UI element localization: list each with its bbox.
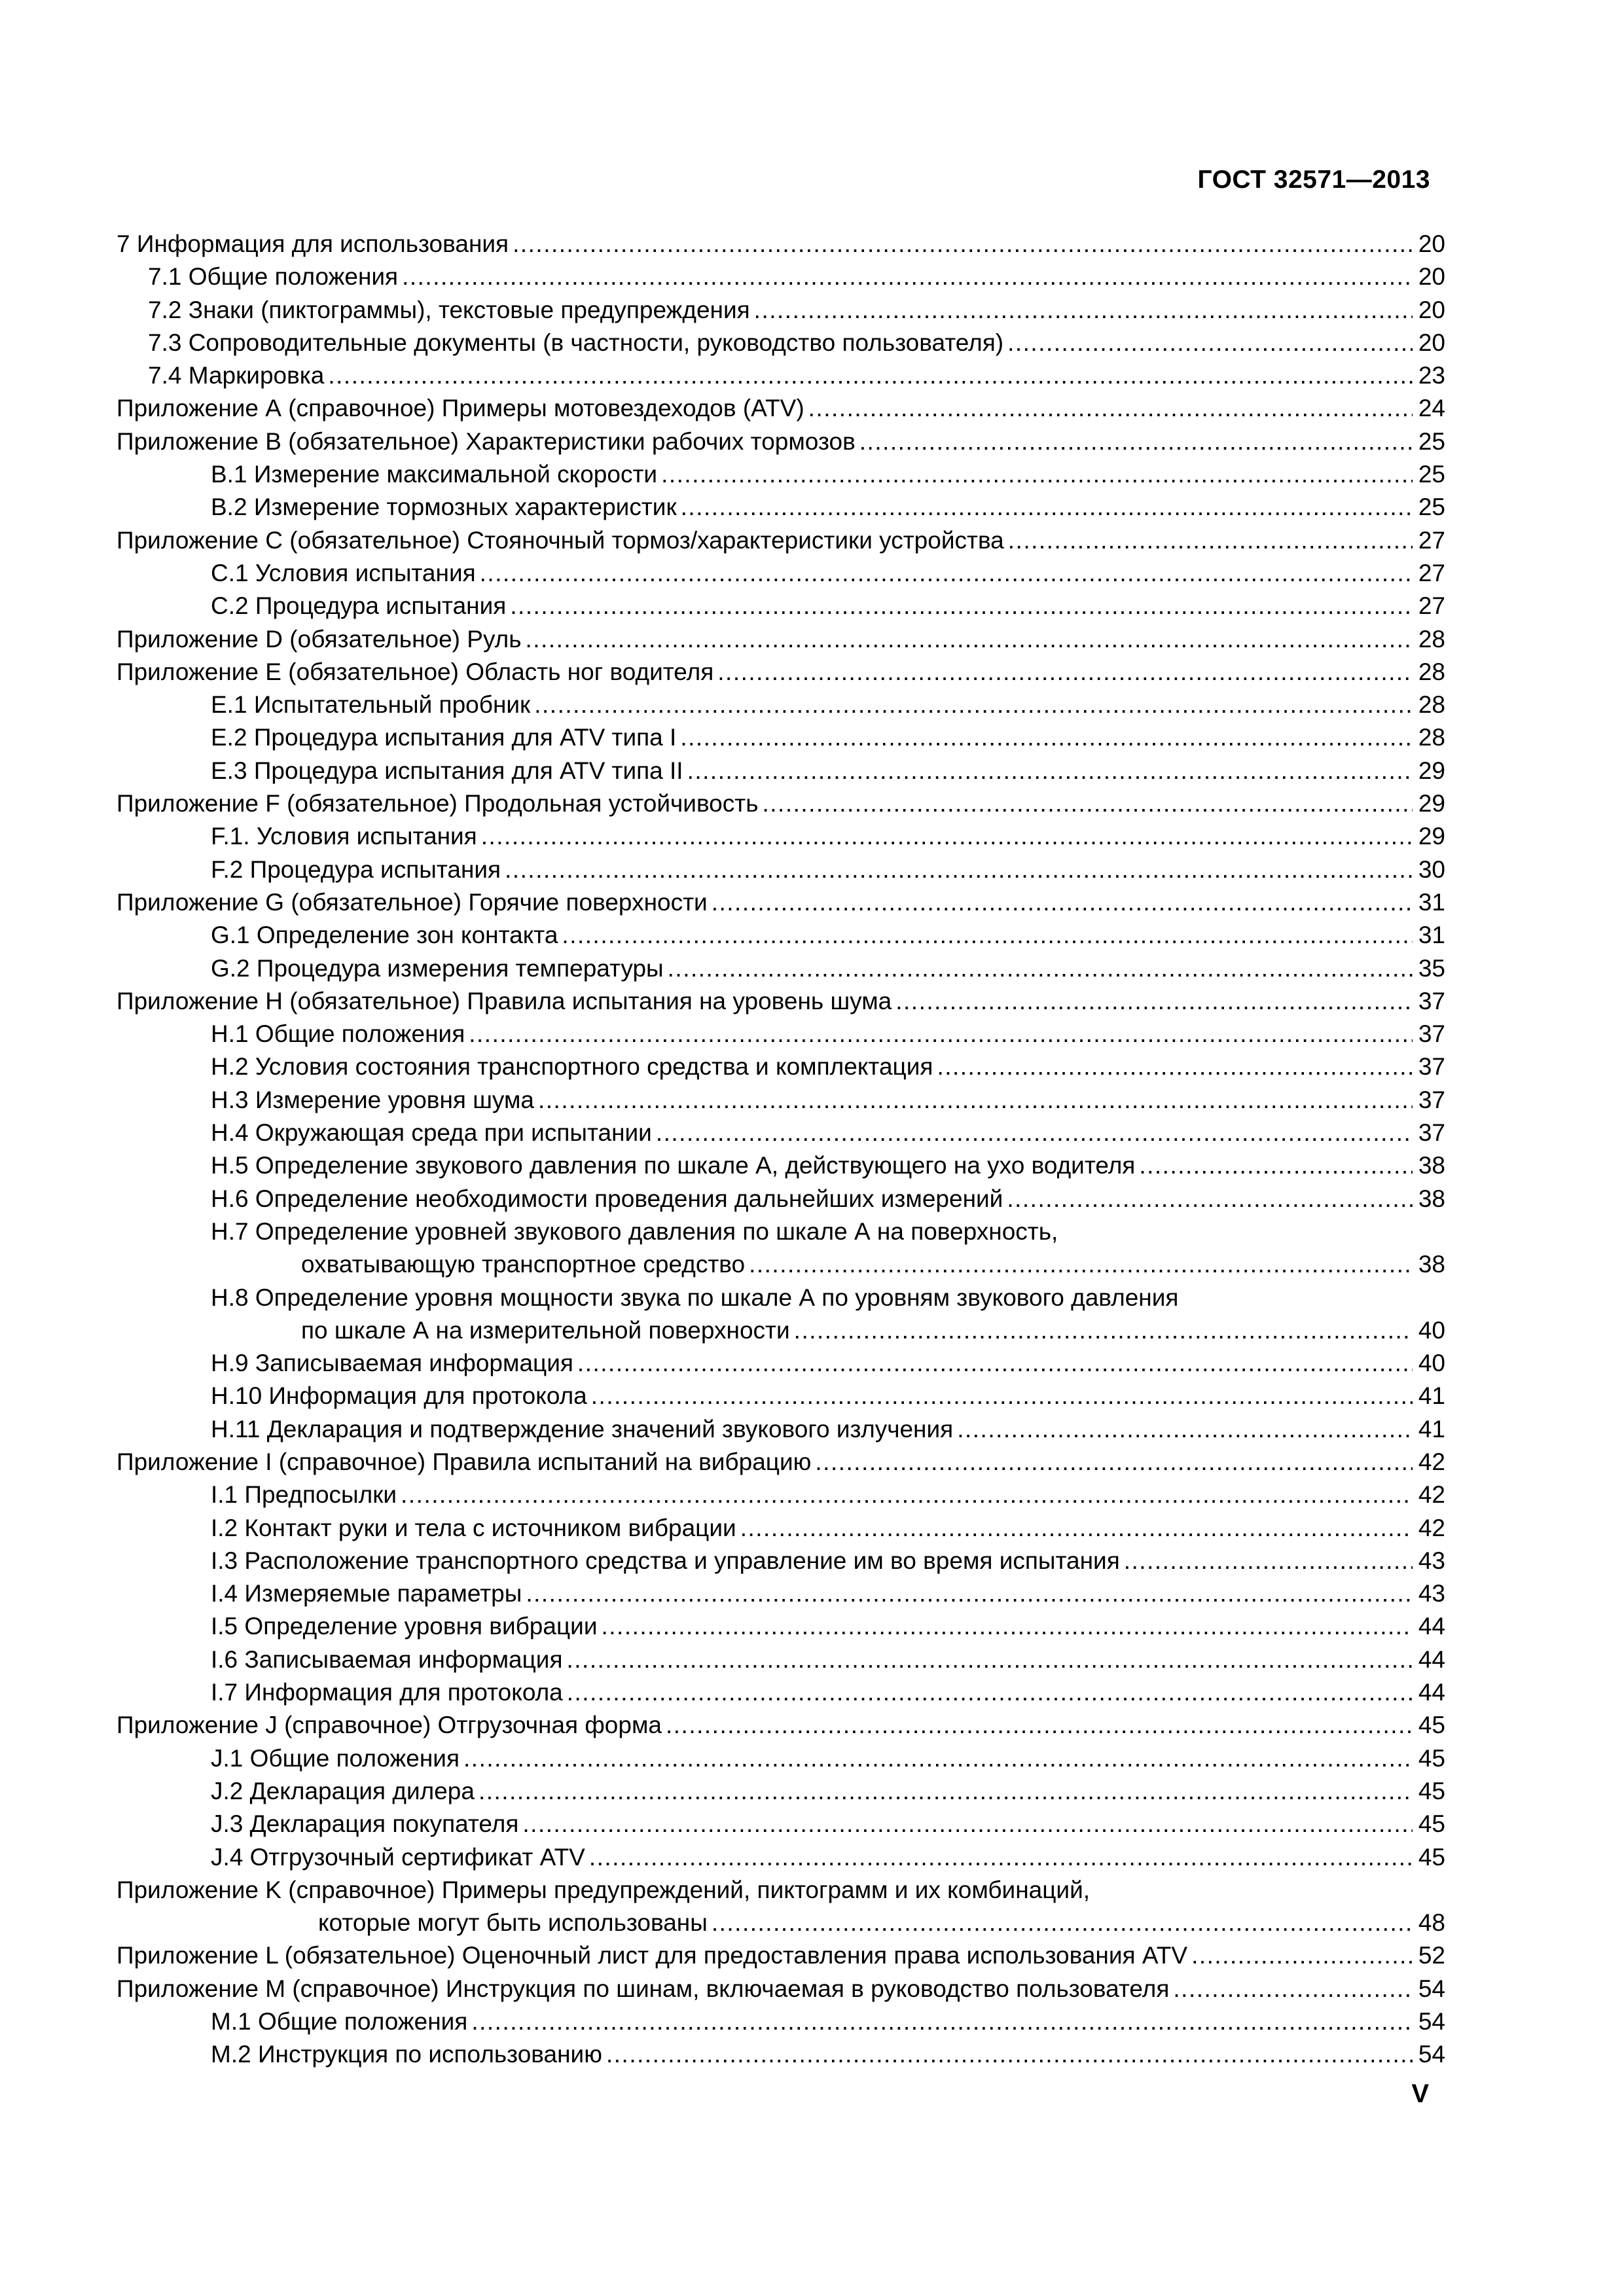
toc-entry-page: 41: [1418, 1382, 1445, 1410]
toc-entry: [117, 425, 1445, 458]
toc-entry-title: Приложение F (обязательное) Продольная устойчивость: [117, 787, 761, 820]
toc-dot-leader: [815, 1446, 1413, 1479]
toc-entry: [117, 623, 1445, 656]
toc-entry-title: I.2 Контакт руки и тела с источником вибрации: [211, 1512, 739, 1545]
toc-entry-title: Приложение L (обязательное) Оценочный лист для предоставления права использования ATV: [117, 1939, 1190, 1972]
toc-dot-leader: [717, 656, 1413, 689]
toc-entry-page: 54: [1418, 2008, 1445, 2036]
toc-entry-page: 37: [1418, 987, 1445, 1014]
toc-entry: [117, 1874, 1445, 1907]
toc-dot-leader: [1191, 1939, 1413, 1972]
toc-entry-page: 35: [1418, 954, 1445, 982]
toc-entry-title: Н.9 Записываемая информация: [211, 1347, 576, 1380]
toc-entry-title: которые могут быть использованы: [318, 1907, 710, 1939]
toc-entry-title: G.2 Процедура измерения температуры: [211, 952, 666, 985]
toc-entry-page: 28: [1418, 625, 1445, 653]
toc-dot-leader: [661, 458, 1413, 491]
toc-dot-leader: [859, 425, 1413, 458]
toc-dot-leader: [471, 2005, 1413, 2038]
toc-entry: [117, 2005, 1445, 2038]
toc-entry-page: 54: [1418, 2041, 1445, 2068]
toc-entry: [117, 1446, 1445, 1479]
toc-dot-leader: [469, 1018, 1413, 1050]
toc-entry: [117, 524, 1445, 557]
toc-entry: [117, 228, 1445, 260]
toc-dot-leader: [567, 1676, 1413, 1709]
toc-entry-page: 52: [1418, 1942, 1445, 1969]
toc-entry-title: G.1 Определение зон контакта: [211, 919, 560, 952]
page-number: V: [1411, 2079, 1429, 2108]
toc-dot-leader: [589, 1841, 1413, 1874]
toc-entry-title: В.2 Измерение тормозных характеристик: [211, 491, 679, 524]
toc-entry: [117, 2038, 1445, 2071]
toc-entry-page: 37: [1418, 1086, 1445, 1113]
toc-dot-leader: [566, 1643, 1413, 1676]
toc-entry-page: 37: [1418, 1119, 1445, 1147]
toc-entry: [117, 1676, 1445, 1709]
toc-entry-page: 27: [1418, 559, 1445, 586]
toc-entry: [117, 656, 1445, 689]
toc-entry-title: Приложение J (справочное) Отгрузочная форма: [117, 1709, 664, 1742]
toc-entry-title: Приложение Е (обязательное) Область ног водителя: [117, 656, 716, 689]
toc-entry: [117, 721, 1445, 754]
toc-entry: [117, 294, 1445, 327]
toc-entry-title: Н.1 Общие положения: [211, 1018, 467, 1050]
toc-dot-leader: [754, 294, 1413, 327]
toc-dot-leader: [505, 853, 1413, 886]
toc-entry-title: J.2 Декларация дилера: [211, 1775, 477, 1808]
toc-entry-page: 28: [1418, 724, 1445, 751]
toc-entry-page: 29: [1418, 823, 1445, 850]
toc-dot-leader: [601, 1610, 1413, 1643]
toc-entry: [117, 1380, 1445, 1412]
toc-entry: [117, 327, 1445, 359]
toc-entry-page: 38: [1418, 1152, 1445, 1179]
toc-entry: [117, 359, 1445, 392]
toc-entry-page: 29: [1418, 790, 1445, 817]
toc-entry-title: охватывающую транспортное средство: [301, 1248, 748, 1281]
toc-dot-leader: [1173, 1973, 1413, 2005]
toc-entry-title: Н.4 Окружающая среда при испытании: [211, 1117, 655, 1149]
standard-id: ГОСТ 32571—2013: [1197, 166, 1430, 194]
toc-entry-title: Е.1 Испытательный пробник: [211, 689, 533, 721]
toc-entry-page: 40: [1418, 1350, 1445, 1377]
toc-entry: [117, 1117, 1445, 1149]
toc-entry-title: Е.2 Процедура испытания для ATV типа I: [211, 721, 679, 754]
toc-entry-title: I.5 Определение уровня вибрации: [211, 1610, 600, 1643]
toc-entry-page: 27: [1418, 592, 1445, 620]
toc-entry-page: 23: [1418, 362, 1445, 389]
toc-entry-page: 41: [1418, 1415, 1445, 1443]
toc-entry-title: Н.6 Определение необходимости проведения дальнейших измерений: [211, 1183, 1005, 1215]
toc-entry-title: Н.8 Определение уровня мощности звука по шкале А по уровням звукового давления: [211, 1282, 1181, 1314]
toc-dot-leader: [481, 820, 1413, 853]
toc-entry-title: 7.3 Сопроводительные документы (в частности, руководство пользователя): [148, 327, 1006, 359]
toc-entry-page: 37: [1418, 1020, 1445, 1048]
toc-dot-leader: [668, 952, 1413, 985]
toc-entry: [117, 1709, 1445, 1742]
toc-dot-leader: [1008, 524, 1413, 557]
toc-entry-title: Приложение G (обязательное) Горячие поверхности: [117, 886, 710, 919]
toc-entry-page: 24: [1418, 395, 1445, 422]
toc-entry-page: 44: [1418, 1613, 1445, 1640]
toc-entry-page: 20: [1418, 263, 1445, 291]
toc-entry-page: 43: [1418, 1547, 1445, 1574]
toc-entry-title: Н.5 Определение звукового давления по шкале А, действующего на ухо водителя: [211, 1149, 1138, 1182]
toc-dot-leader: [463, 1742, 1413, 1775]
toc-entry-page: 20: [1418, 329, 1445, 356]
toc-dot-leader: [526, 623, 1413, 656]
toc-entry-title: 7 Информация для использования: [117, 228, 511, 260]
toc-entry: [117, 1742, 1445, 1775]
toc-entry: [117, 1282, 1445, 1314]
toc-dot-leader: [957, 1413, 1413, 1446]
toc-entry: [117, 1084, 1445, 1117]
toc-entry-page: 38: [1418, 1185, 1445, 1212]
toc-entry-title: I.4 Измеряемые параметры: [211, 1577, 524, 1610]
document-header: [1198, 164, 1431, 196]
toc-entry-title: Н.2 Условия состояния транспортного средства и комплектация: [211, 1050, 935, 1083]
toc-entry-page: 45: [1418, 1810, 1445, 1838]
toc-dot-leader: [687, 755, 1413, 787]
toc-entry: [117, 1512, 1445, 1545]
toc-entry-title: I.6 Записываемая информация: [211, 1643, 565, 1676]
toc-entry: [117, 1248, 1445, 1281]
toc-entry-title: 7.2 Знаки (пиктограммы), текстовые предупреждения: [148, 294, 753, 327]
toc-entry-title: В.1 Измерение максимальной скорости: [211, 458, 660, 491]
toc-dot-leader: [666, 1709, 1413, 1742]
toc-entry: [117, 1149, 1445, 1182]
toc-dot-leader: [808, 392, 1413, 425]
toc-dot-leader: [562, 919, 1413, 952]
toc-entry-page: 20: [1418, 230, 1445, 257]
toc-dot-leader: [749, 1248, 1413, 1281]
toc-entry-title: Приложение С (обязательное) Стояночный тормоз/характеристики устройства: [117, 524, 1007, 557]
toc-entry: [117, 1907, 1445, 1939]
toc-dot-leader: [1007, 1183, 1413, 1215]
toc-entry-title: Н.10 Информация для протокола: [211, 1380, 590, 1412]
toc-entry: [117, 260, 1445, 293]
toc-dot-leader: [510, 590, 1413, 622]
toc-dot-leader: [712, 1907, 1413, 1939]
toc-entry-page: 25: [1418, 427, 1445, 455]
toc-dot-leader: [577, 1347, 1413, 1380]
toc-entry-title: по шкале А на измерительной поверхности: [301, 1314, 793, 1347]
toc-entry: [117, 1413, 1445, 1446]
toc-dot-leader: [478, 1775, 1413, 1808]
toc-entry-page: 28: [1418, 658, 1445, 685]
toc-entry: [117, 1545, 1445, 1577]
toc-entry: [117, 1841, 1445, 1874]
toc-entry-title: Приложение М (справочное) Инструкция по шинам, включаемая в руководство пользователя: [117, 1973, 1172, 2005]
toc-entry-page: 29: [1418, 757, 1445, 784]
toc-entry-title: I.7 Информация для протокола: [211, 1676, 566, 1709]
toc-entry-title: Н.11 Декларация и подтверждение значений звукового излучения: [211, 1413, 956, 1446]
toc-entry: [117, 392, 1445, 425]
toc-entry: [117, 1577, 1445, 1610]
toc-dot-leader: [591, 1380, 1413, 1412]
toc-entry: [117, 1314, 1445, 1347]
toc-entry-page: 37: [1418, 1053, 1445, 1081]
toc-dot-leader: [480, 557, 1413, 590]
toc-entry-title: Приложение K (справочное) Примеры предупреждений, пиктограмм и их комбинаций,: [117, 1874, 1092, 1907]
toc-entry-title: Н.7 Определение уровней звукового давления по шкале А на поверхность,: [211, 1215, 1060, 1248]
toc-entry-page: 25: [1418, 493, 1445, 521]
toc-entry-title: Приложение I (справочное) Правила испытаний на вибрацию: [117, 1446, 814, 1479]
toc-entry: [117, 1183, 1445, 1215]
toc-dot-leader: [1139, 1149, 1413, 1182]
table-of-contents: [117, 228, 1445, 2072]
toc-dot-leader: [1124, 1545, 1413, 1577]
toc-dot-leader: [526, 1577, 1413, 1610]
toc-entry-page: 20: [1418, 296, 1445, 323]
toc-entry: [117, 1050, 1445, 1083]
toc-entry-title: Е.3 Процедура испытания для ATV типа II: [211, 755, 686, 787]
toc-entry: [117, 1018, 1445, 1050]
toc-entry: [117, 1939, 1445, 1972]
toc-entry-page: 43: [1418, 1580, 1445, 1607]
toc-entry-page: 31: [1418, 888, 1445, 916]
toc-entry-title: 7.4 Маркировка: [148, 359, 327, 392]
toc-dot-leader: [606, 2038, 1413, 2071]
toc-entry: [117, 491, 1445, 524]
toc-entry-page: 38: [1418, 1251, 1445, 1278]
toc-entry-page: 48: [1418, 1909, 1445, 1937]
toc-entry-page: 25: [1418, 461, 1445, 488]
toc-entry-page: 44: [1418, 1645, 1445, 1673]
toc-entry: [117, 458, 1445, 491]
toc-entry-page: 45: [1418, 1777, 1445, 1804]
toc-entry-page: 42: [1418, 1514, 1445, 1541]
toc-entry: [117, 853, 1445, 886]
toc-entry-title: F.1. Условия испытания: [211, 820, 480, 853]
toc-dot-leader: [937, 1050, 1413, 1083]
toc-entry: [117, 1479, 1445, 1511]
toc-dot-leader: [656, 1117, 1413, 1149]
toc-dot-leader: [522, 1808, 1413, 1840]
toc-entry-title: Приложение В (обязательное) Характеристики рабочих тормозов: [117, 425, 858, 458]
toc-entry-page: 42: [1418, 1448, 1445, 1475]
toc-entry: [117, 1610, 1445, 1643]
toc-entry-page: 31: [1418, 922, 1445, 949]
toc-entry-title: I.3 Расположение транспортного средства и управление им во время испытания: [211, 1545, 1123, 1577]
toc-entry: [117, 1643, 1445, 1676]
toc-dot-leader: [895, 985, 1413, 1018]
toc-entry-title: F.2 Процедура испытания: [211, 853, 503, 886]
toc-dot-leader: [712, 886, 1413, 919]
toc-entry-title: Приложение D (обязательное) Руль: [117, 623, 524, 656]
toc-entry: [117, 557, 1445, 590]
toc-entry-title: М.2 Инструкция по использованию: [211, 2038, 605, 2071]
toc-dot-leader: [1007, 327, 1413, 359]
toc-dot-leader: [401, 1479, 1413, 1511]
toc-entry-page: 45: [1418, 1744, 1445, 1772]
toc-entry-page: 45: [1418, 1843, 1445, 1871]
toc-entry-page: 44: [1418, 1679, 1445, 1706]
toc-entry: [117, 1775, 1445, 1808]
toc-dot-leader: [794, 1314, 1413, 1347]
toc-dot-leader: [762, 787, 1413, 820]
toc-entry-page: 28: [1418, 691, 1445, 719]
toc-entry: [117, 590, 1445, 622]
toc-entry: [117, 787, 1445, 820]
toc-entry-title: J.1 Общие положения: [211, 1742, 462, 1775]
toc-entry-title: J.4 Отгрузочный сертификат ATV: [211, 1841, 588, 1874]
toc-entry-page: 40: [1418, 1316, 1445, 1344]
toc-entry-title: I.1 Предпосылки: [211, 1479, 399, 1511]
toc-entry: [117, 755, 1445, 787]
toc-entry: [117, 1973, 1445, 2005]
toc-entry: [117, 820, 1445, 853]
toc-entry-title: J.3 Декларация покупателя: [211, 1808, 521, 1840]
toc-entry-title: С.2 Процедура испытания: [211, 590, 509, 622]
toc-entry-page: 42: [1418, 1481, 1445, 1509]
toc-dot-leader: [740, 1512, 1413, 1545]
toc-dot-leader: [680, 721, 1413, 754]
toc-entry-page: 45: [1418, 1712, 1445, 1739]
toc-entry-title: Приложение Н (обязательное) Правила испытания на уровень шума: [117, 985, 894, 1018]
toc-entry: [117, 952, 1445, 985]
toc-entry: [117, 886, 1445, 919]
toc-entry-page: 54: [1418, 1975, 1445, 2002]
toc-entry: [117, 1215, 1445, 1248]
toc-dot-leader: [681, 491, 1413, 524]
toc-dot-leader: [328, 359, 1413, 392]
toc-entry: [117, 985, 1445, 1018]
toc-entry-page: 27: [1418, 526, 1445, 554]
toc-entry-title: 7.1 Общие положения: [148, 260, 401, 293]
toc-entry: [117, 1808, 1445, 1840]
toc-entry-title: М.1 Общие положения: [211, 2005, 470, 2038]
toc-entry-title: Приложение А (справочное) Примеры мотовездеходов (ATV): [117, 392, 807, 425]
toc-entry-page: 30: [1418, 855, 1445, 883]
toc-dot-leader: [534, 689, 1413, 721]
toc-dot-leader: [538, 1084, 1413, 1117]
toc-entry: [117, 689, 1445, 721]
toc-dot-leader: [513, 228, 1413, 260]
toc-dot-leader: [402, 260, 1413, 293]
toc-entry-title: С.1 Условия испытания: [211, 557, 478, 590]
toc-entry: [117, 1347, 1445, 1380]
toc-entry-title: Н.3 Измерение уровня шума: [211, 1084, 537, 1117]
toc-entry: [117, 919, 1445, 952]
